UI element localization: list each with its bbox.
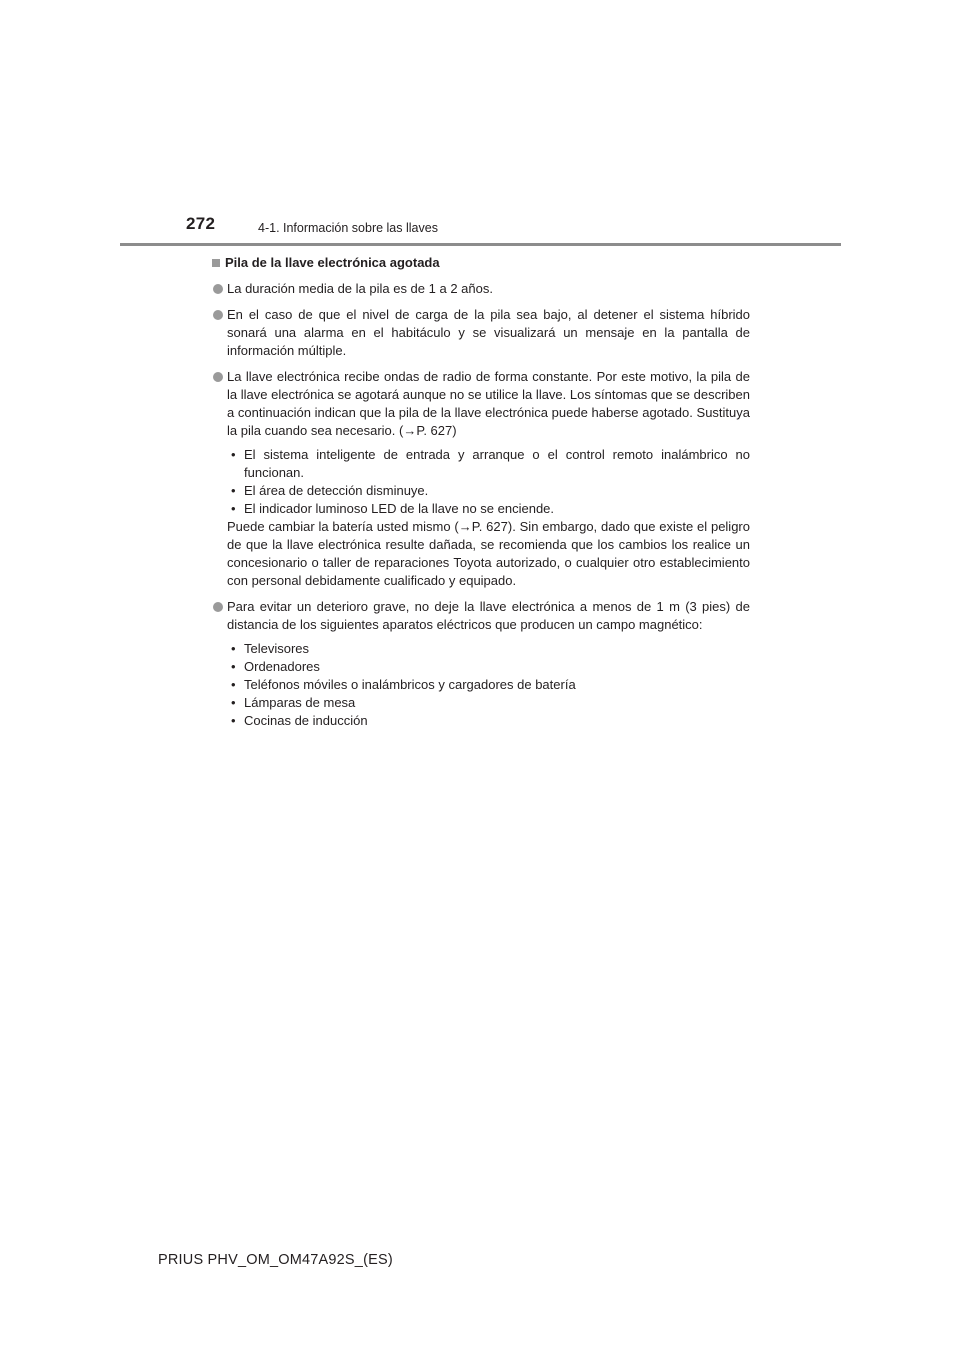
page-number: 272 [186,214,216,233]
square-bullet-icon [212,259,220,267]
battery-note: Puede cambiar la batería usted mismo (→P. 627). Sin embargo, dado que existe el peligro de que la llave electrónica resulte dañada, se recomienda que los cambios los realice un concesionario o taller de reparaciones Toyota autorizado, o cualquier otro establecimiento con personal debidamente cualificado y equipado. [227,519,750,588]
bullet-item [212,368,750,590]
list-item: • El sistema inteligente de entrada y arranque o el control remoto inalámbrico no funcionan. [227,446,750,482]
bullet-item [212,598,750,730]
circle-bullet-icon [213,372,223,382]
appliance-list [227,640,750,730]
symptom-list [227,446,750,518]
footer-document-id: PRIUS PHV_OM_OM47A92S_(ES) [158,1252,393,1268]
bullet-text: Para evitar un deterioro grave, no deje la llave electrónica a menos de 1 m (3 pies) de distancia de los siguientes aparatos eléctricos que producen un campo magnético: [227,599,750,632]
content-area [212,254,750,738]
bullet-item [212,280,750,298]
bullet-item [212,306,750,360]
list-item: • El indicador luminoso LED de la llave no se enciende. [227,500,750,518]
list-item: • El área de detección disminuye. [227,482,750,500]
circle-bullet-icon [213,310,223,320]
list-item: • Televisores [227,640,750,658]
circle-bullet-icon [213,602,223,612]
list-item: • Cocinas de inducción [227,712,750,730]
header-rule [120,243,841,246]
bullet-text: La llave electrónica recibe ondas de radio de forma constante. Por este motivo, la pila de la llave electrónica se agotará aunque no se utilice la llave. Los síntomas que se describen a continuación indican que la pila de la llave electrónica puede haberse agotado. Sustituya la pila cuando sea necesario. (→P. 627) [227,369,750,438]
list-item: • Teléfonos móviles o inalámbricos y cargadores de batería [227,676,750,694]
section-title: 4-1. Información sobre las llaves [258,221,438,235]
bullet-text: En el caso de que el nivel de carga de la pila sea bajo, al detener el sistema híbrido sonará una alarma en el habitáculo y se visualizará un mensaje en la pantalla de información múltiple. [227,307,750,358]
list-item: • Ordenadores [227,658,750,676]
section-heading [212,254,750,272]
section-heading-text: Pila de la llave electrónica agotada [225,255,440,270]
circle-bullet-icon [213,284,223,294]
list-item: • Lámparas de mesa [227,694,750,712]
bullet-text: La duración media de la pila es de 1 a 2 años. [227,281,493,296]
